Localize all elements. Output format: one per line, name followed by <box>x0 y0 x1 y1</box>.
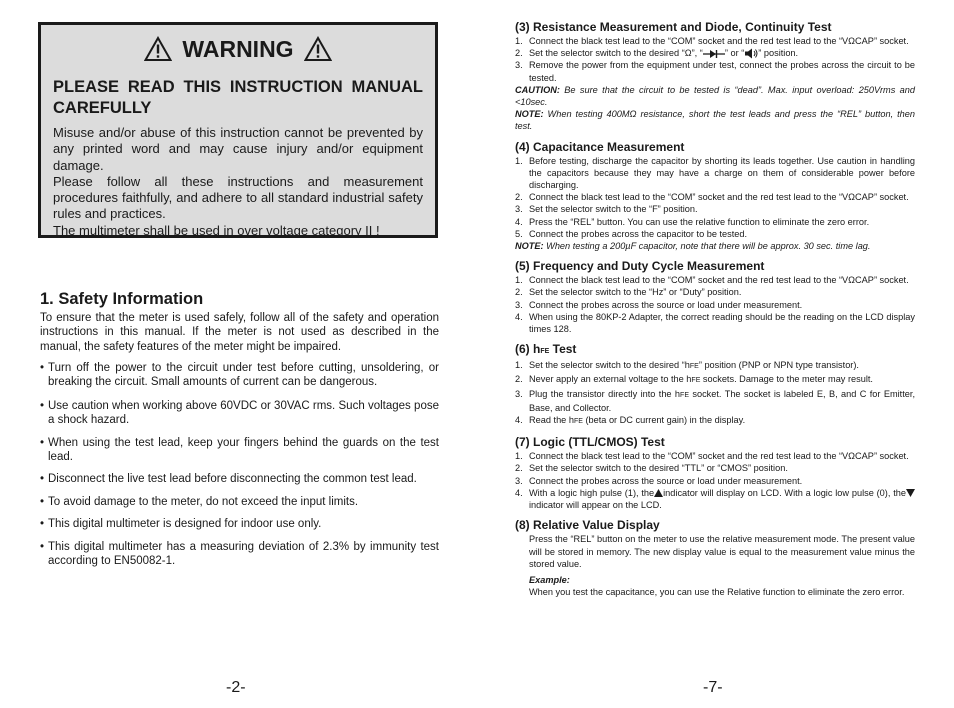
caution-note: CAUTION: Be sure that the circuit to be tested is “dead”. Max. input overload: 250Vrms and <10sec. <box>515 84 915 108</box>
section-title-logic: (7) Logic (TTL/CMOS) Test <box>515 435 665 450</box>
warning-title <box>53 35 423 63</box>
list-item: 1. Set the selector switch to the desired “hFE” position (PNP or NPN type transistor). <box>515 360 859 371</box>
resistance-steps <box>515 35 915 84</box>
warning-triangle-icon <box>144 36 172 62</box>
warning-heading: PLEASE READ THIS INSTRUCTION MANUAL CAREFULLY <box>53 78 423 117</box>
list-item: 3. Set the selector switch to the “F” position. <box>515 204 698 215</box>
section-title-capacitance: (4) Capacitance Measurement <box>515 139 685 154</box>
right-page <box>515 20 915 598</box>
safety-bullet: • This digital multimeter is designed for indoor use only. <box>40 518 322 530</box>
list-item: 4. Press the “REL” button. You can use the relative function to eliminate the zero error. <box>515 216 870 227</box>
list-item: 5. Connect the probes across the capacitor to be tested. <box>515 228 748 239</box>
bullet-dot-icon: • <box>40 400 45 412</box>
list-item: 1. Connect the black test lead to the “COM” socket and the red test lead to the “VΩCAP” socket. <box>515 275 909 286</box>
section-title-resistance: (3) Resistance Measurement and Diode, Continuity Test <box>515 20 832 34</box>
up-triangle-icon <box>654 489 663 497</box>
bullet-dot-icon: • <box>40 496 45 508</box>
list-item: 3. Remove the power from the equipment under test, connect the probes across the circuit to be tested. <box>515 60 915 83</box>
list-item: 2. Connect the black test lead to the “COM” socket and the red test lead to the “VΩCAP” socket. <box>515 192 909 203</box>
list-item: 4. Read the hFE (beta or DC current gain) in the display. <box>515 415 746 426</box>
section-title-frequency: (5) Frequency and Duty Cycle Measurement <box>515 259 765 274</box>
warning-paragraph: Misuse and/or abuse of this instruction cannot be prevented by any printed word and may cause injury and/or equipment damage. <box>53 125 423 173</box>
diode-icon <box>703 49 725 59</box>
list-item: 2. Set the selector switch to the desired “Ω”, “ ” or “ ” position. <box>515 48 799 59</box>
safety-section-title: 1. Safety Information <box>40 290 204 308</box>
bullet-dot-icon: • <box>40 437 45 449</box>
list-item: 2. Never apply an external voltage to the hFE sockets. Damage to the meter may result. <box>515 374 873 385</box>
safety-bullet: • Disconnect the live test lead before disconnecting the common test lead. <box>40 473 417 485</box>
down-triangle-icon <box>906 489 915 497</box>
list-item: 3. Connect the probes across the source or load under measurement. <box>515 475 803 486</box>
example-label: Example: <box>529 574 570 585</box>
warning-paragraph: The multimeter shall be used in over voltage category II ! <box>53 222 380 238</box>
warning-paragraph: Please follow all these instructions and measurement procedures faithfully, and adhere to all standard industrial safety rules and practices. <box>53 173 423 222</box>
section-title-hfe: (6) hFE Test <box>515 342 577 357</box>
bullet-dot-icon: • <box>40 541 45 553</box>
warning-box <box>38 22 438 238</box>
list-item: 3. Plug the transistor directly into the hFE socket. The socket is labeled E, B, and C for Emitter, Base, and Collector. <box>515 388 915 413</box>
list-item: 1. Connect the black test lead to the “COM” socket and the red test lead to the “VΩCAP” socket. <box>515 451 909 462</box>
hfe-steps <box>515 359 915 428</box>
capacitance-note: NOTE: When testing a 200µF capacitor, note that there will be approx. 30 sec. time lag. <box>515 241 871 252</box>
relative-body: Press the “REL” button on the meter to use the relative measurement mode. The present value will be stored in memory. The new display value is equal to the measurement value minus the stored value. <box>529 534 915 569</box>
list-item: 4. When using the 80KP-2 Adapter, the correct reading should be the reading on the LCD display times 128. <box>515 311 915 335</box>
safety-bullet: • Use caution when working above 60VDC or 30VAC rms. Such voltages pose a shock hazard. <box>40 400 439 427</box>
bullet-dot-icon: • <box>40 362 45 374</box>
list-item: 1. Connect the black test lead to the “COM” socket and the red test lead to the “VΩCAP” socket. <box>515 36 909 46</box>
list-item: 4. With a logic high pulse (1), the indicator will display on LCD. With a logic low pulse (0), theindicator will appear on the LCD. <box>515 487 915 511</box>
list-item: 1. Before testing, discharge the capacitor by shorting its leads together. Use caution in handling the capacitors because they may have a charge on them of considerable power before discharging. <box>515 155 915 191</box>
frequency-steps <box>515 274 915 335</box>
safety-bullet: • When using the test lead, keep your fingers behind the guards on the test lead. <box>40 437 439 464</box>
logic-steps <box>515 450 915 511</box>
warning-title-text: WARNING <box>182 36 294 62</box>
section-title-relative: (8) Relative Value Display <box>515 518 660 533</box>
page-number-left: -2- <box>226 679 246 696</box>
list-item: 2. Set the selector switch to the desired “TTL” or “CMOS” position. <box>515 463 788 474</box>
bullet-dot-icon: • <box>40 473 45 485</box>
page-number-right: -7- <box>703 679 723 696</box>
list-item: 2. Set the selector switch to the “Hz” or “Duty” position. <box>515 287 742 298</box>
resistance-note: NOTE: When testing 400MΩ resistance, short the test leads and press the “REL” button, then test. <box>515 109 915 132</box>
speaker-icon <box>744 48 758 59</box>
safety-bullet: • Turn off the power to the circuit under test before cutting, unsoldering, or breaking the circuit. Small amounts of current can be dangerous. <box>40 362 439 389</box>
example-text: When you test the capacitance, you can use the Relative function to eliminate the zero error. <box>529 587 905 598</box>
warning-triangle-icon <box>304 36 332 62</box>
list-item: 3. Connect the probes across the source or load under measurement. <box>515 299 803 310</box>
safety-bullet: • To avoid damage to the meter, do not exceed the input limits. <box>40 496 359 508</box>
bullet-dot-icon: • <box>40 518 45 530</box>
safety-intro: To ensure that the meter is used safely, follow all of the safety and operation instructions in this manual. If the meter is not used as described in the manual, the safety features of the meter might be impaired. <box>40 312 439 353</box>
capacitance-steps <box>515 155 915 240</box>
safety-bullet: • This digital multimeter has a measuring deviation of 2.3% by immunity test according to EN50082-1. <box>40 541 439 568</box>
